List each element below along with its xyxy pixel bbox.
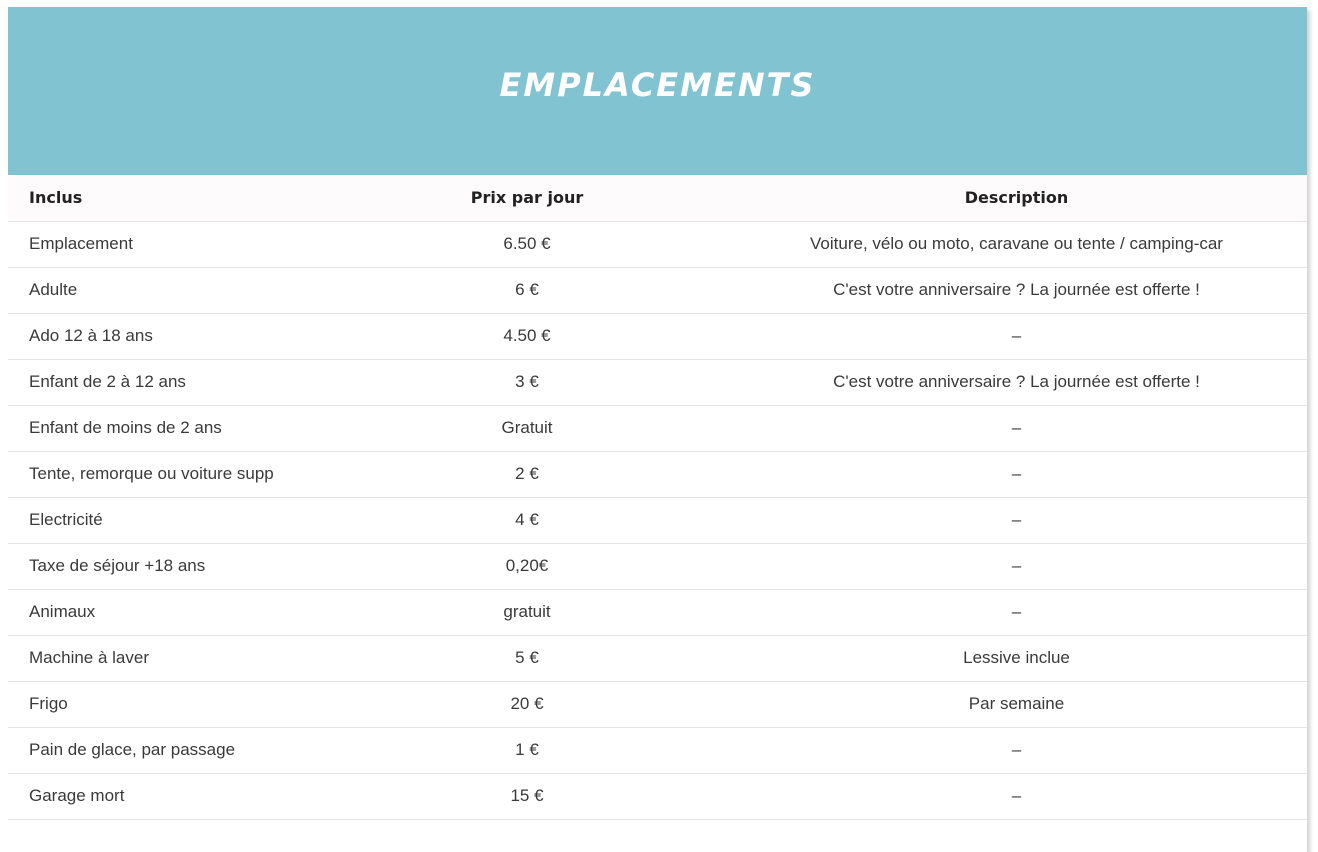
cell-prix: 0,20€ xyxy=(328,543,726,589)
table-row xyxy=(8,589,1307,635)
pricing-card xyxy=(8,7,1307,852)
cell-inclus: Taxe de séjour +18 ans xyxy=(8,543,328,589)
cell-inclus: Garage mort xyxy=(8,773,328,819)
table-row xyxy=(8,497,1307,543)
cell-inclus: Tente, remorque ou voiture supp xyxy=(8,451,328,497)
table-row xyxy=(8,451,1307,497)
cell-prix: 20 € xyxy=(328,681,726,727)
cell-prix: 3 € xyxy=(328,359,726,405)
cell-prix: 6 € xyxy=(328,267,726,313)
table-row xyxy=(8,681,1307,727)
cell-description: – xyxy=(726,313,1307,359)
cell-prix: 4.50 € xyxy=(328,313,726,359)
cell-prix: 5 € xyxy=(328,635,726,681)
cell-description: – xyxy=(726,405,1307,451)
column-header-inclus: Inclus xyxy=(8,175,328,221)
cell-inclus: Frigo xyxy=(8,681,328,727)
cell-inclus: Enfant de moins de 2 ans xyxy=(8,405,328,451)
column-header-prix: Prix par jour xyxy=(328,175,726,221)
table-row xyxy=(8,405,1307,451)
banner-title: EMPLACEMENTS xyxy=(499,66,816,104)
cell-description: – xyxy=(726,497,1307,543)
cell-prix: 15 € xyxy=(328,773,726,819)
table-row xyxy=(8,221,1307,267)
cell-description: Par semaine xyxy=(726,681,1307,727)
cell-inclus: Adulte xyxy=(8,267,328,313)
cell-inclus: Ado 12 à 18 ans xyxy=(8,313,328,359)
cell-prix: gratuit xyxy=(328,589,726,635)
cell-prix: 1 € xyxy=(328,727,726,773)
cell-description: – xyxy=(726,451,1307,497)
cell-description: – xyxy=(726,727,1307,773)
table-row xyxy=(8,727,1307,773)
cell-description: Lessive inclue xyxy=(726,635,1307,681)
column-header-description: Description xyxy=(726,175,1307,221)
table-row xyxy=(8,359,1307,405)
cell-description: – xyxy=(726,543,1307,589)
cell-description: – xyxy=(726,589,1307,635)
pricing-table xyxy=(8,175,1307,820)
cell-description: – xyxy=(726,773,1307,819)
table-row xyxy=(8,313,1307,359)
table-row xyxy=(8,543,1307,589)
cell-inclus: Electricité xyxy=(8,497,328,543)
cell-inclus: Emplacement xyxy=(8,221,328,267)
banner xyxy=(8,7,1307,175)
table-row xyxy=(8,773,1307,819)
cell-inclus: Pain de glace, par passage xyxy=(8,727,328,773)
cell-description: C'est votre anniversaire ? La journée est offerte ! xyxy=(726,359,1307,405)
table-row xyxy=(8,635,1307,681)
cell-prix: 6.50 € xyxy=(328,221,726,267)
cell-inclus: Animaux xyxy=(8,589,328,635)
table-row xyxy=(8,267,1307,313)
table-header-row xyxy=(8,175,1307,221)
cell-prix: Gratuit xyxy=(328,405,726,451)
cell-prix: 2 € xyxy=(328,451,726,497)
cell-description: C'est votre anniversaire ? La journée est offerte ! xyxy=(726,267,1307,313)
cell-description: Voiture, vélo ou moto, caravane ou tente / camping-car xyxy=(726,221,1307,267)
cell-inclus: Machine à laver xyxy=(8,635,328,681)
cell-inclus: Enfant de 2 à 12 ans xyxy=(8,359,328,405)
cell-prix: 4 € xyxy=(328,497,726,543)
